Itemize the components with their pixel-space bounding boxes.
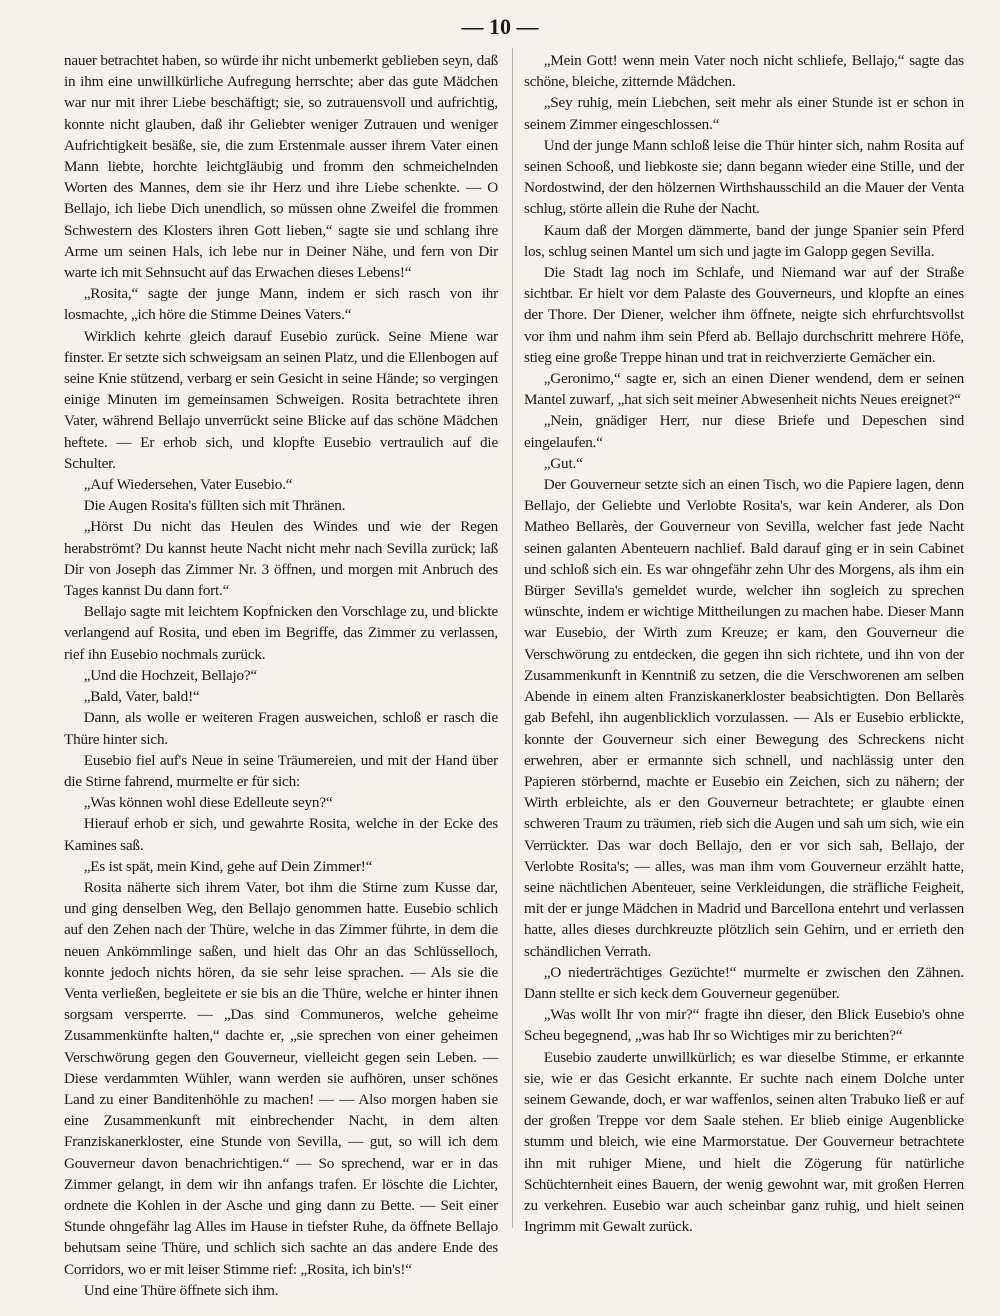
paragraph: Die Augen Rosita's füllten sich mit Thränen.	[83, 497, 346, 515]
left-column	[64, 50, 498, 1301]
paragraph: nauer betrachtet haben, so würde ihr nicht unbemerkt geblieben seyn, daß in ihm eine unwillkürliche Aufregung herrschte; aber das gute Mädchen war nur mit ihrer Liebe beschäftigt; sie, so zutrauensvoll und aufrichtig, konnte nicht glauben, daß ihr Geliebter weniger Zutrauen und weniger Aufrichtigkeit besäße, sie, die zum Erstenmale ausser ihrem Vater einen Mann liebte, horchte leichtgläubig und fromm den schmeichelnden Worten des Mannes, dem sie ihr Herz und ihre Liebe schenkte. — O Bellajo, ich liebe Dich unendlich, so müssen ohne Zweifel die frommen Schwestern des Klosters ihren Gott lieben,“ sagte sie und schlang ihre Arme um seinen Hals, ich lebe nur in Deiner Nähe, und fern von Dir warte ich mit Sehnsucht auf das Erwachen dieses Lebens!“	[64, 52, 498, 282]
paragraph: „Was wollt Ihr von mir?“ fragte ihn dieser, den Blick Eusebio's ohne Scheu begegnend, „was hab Ihr so Wichtiges mir zu berichten?“	[524, 1006, 964, 1045]
paragraph: Der Gouverneur setzte sich an einen Tisch, wo die Papiere lagen, denn Bellajo, der Geliebte und Verlobte Rosita's, war kein Anderer, als Don Matheo Bellarès, der Gouverneur von Sevilla, welcher fast jede Nacht seinen galanten Abenteuern nachlief. Bald darauf ging er in sein Cabinet und schloß sich ein. Es war ohngefähr zehn Uhr des Morgens, als ihm ein Bürger Sevilla's gemeldet wurde, welcher ihn sogleich zu sprechen wünschte, indem er wichtige Mittheilungen zu machen habe. Dieser Mann war Eusebio, der Wirth zum Kreuze; er kam, den Gouverneur die Verschwörung zu entdecken, die gegen ihn sich richtete, und ihn von der Zusammenkunft in Kenntniß zu setzen, die die Verschworenen am selben Abende in einem alten Franziskanerkloster beabsichtigten. Don Bellarès gab Befehl, ihn augenblicklich vorzulassen. — Als er Eusebio erblickte, konnte der Gouverneur sich einer Bewegung des Schreckens nicht erwehren, aber er ermannte sich schnell, und nachlässig unter den Papieren störbernd, machte er Eusebio ein Zeichen, sich zu nähern; der Wirth erbleichte, als er den Gouverneur betrachtete; er glaubte einen schweren Traum zu träumen, rieb sich die Augen und sah um sich, wie ein Verrückter. Das war doch Bellajo, den er vor sich sah, Bellajo, der Verlobte Rosita's; — alles, was man ihm vom Gouverneur erzählt hatte, seine nächtlichen Abenteuer, seine Verkleidungen, die sträfliche Feigheit, mit der er junge Mädchen in Madrid und Barcellona entehrt und verlassen hatte, alles dieses durchkreuzte plötzlich sein Gehirn, und er errieth den schändlichen Verrath.	[524, 476, 964, 960]
paragraph: „Rosita,“ sagte der junge Mann, indem er sich rasch von ihr losmachte, „ich höre die Stimme Deines Vaters.“	[64, 285, 498, 324]
right-column	[524, 50, 964, 1237]
paragraph: Und eine Thüre öffnete sich ihm.	[83, 1281, 279, 1299]
paragraph: Eusebio fiel auf's Neue in seine Träumereien, und mit der Hand über die Stirne fahrend, murmelte er für sich:	[64, 751, 498, 790]
paragraph: „Was können wohl diese Edelleute seyn?“	[83, 794, 333, 812]
paragraph: „Geronimo,“ sagte er, sich an einen Diener wendend, dem er seinen Mantel zuwarf, „hat sich seit meiner Abwesenheit nichts Neues ereignet?“	[524, 370, 964, 409]
paragraph: „Gut.“	[543, 454, 583, 472]
paragraph: Dann, als wolle er weiteren Fragen ausweichen, schloß er rasch die Thüre hinter sich.	[64, 709, 498, 748]
paragraph: Wirklich kehrte gleich darauf Eusebio zurück. Seine Miene war finster. Er setzte sich schweigsam an seinen Platz, und die Ellenbogen auf seine Knie stützend, verbarg er sein Gesicht in seine Hände; so vergingen einige Minuten im gemeinsamen Schweigen. Rosita betrachtete ihren Vater, während Bellajo unverrückt seine Blicke auf das schöne Mädchen heftete. — Er erhob sich, und klopfte Eusebio vertraulich auf die Schulter.	[64, 327, 498, 472]
paragraph: „O niederträchtiges Gezüchte!“ murmelte er zwischen den Zähnen. Dann stellte er sich keck dem Gouverneur gegenüber.	[524, 963, 964, 1002]
paragraph: Die Stadt lag noch im Schlafe, und Niemand war auf der Straße sichtbar. Er hielt vor dem Palaste des Gouverneurs, und klopfte an eines der Thore. Der Diener, welcher ihm öffnete, neigte sich ehrfurchtsvollst vor ihm und nahm ihm sein Pferd ab. Bellajo durchschritt mehrere Höfe, stieg eine große Treppe hinan und trat in reichverzierte Gemächer ein.	[524, 264, 964, 366]
page-number: — 10 —	[461, 14, 539, 39]
paragraph: „Auf Wiedersehen, Vater Eusebio.“	[83, 476, 293, 494]
paragraph: „Und die Hochzeit, Bellajo?“	[83, 666, 257, 684]
paragraph: Kaum daß der Morgen dämmerte, band der junge Spanier sein Pferd los, schlug seinen Mantel um sich und jagte im Galopp gegen Sevilla.	[524, 221, 964, 260]
paragraph: „Mein Gott! wenn mein Vater noch nicht schliefe, Bellajo,“ sagte das schöne, bleiche, zitternde Mädchen.	[524, 52, 964, 91]
paragraph: Und der junge Mann schloß leise die Thür hinter sich, nahm Rosita auf seinen Schooß, und liebkoste sie; dann begann wieder eine Stille, und der Nordostwind, der den hölzernen Wirthshausschild an die Mauer der Venta schlug, störte allein die Ruhe der Nacht.	[524, 136, 964, 218]
paragraph: „Hörst Du nicht das Heulen des Windes und wie der Regen herabströmt? Du kannst heute Nacht nicht mehr nach Sevilla zurück; laß Dir von Joseph das Zimmer Nr. 3 öffnen, und morgen mit Anbruch des Tages kannst Du dann fort.“	[64, 518, 498, 600]
paragraph: Hierauf erhob er sich, und gewahrte Rosita, welche in der Ecke des Kamines saß.	[64, 815, 498, 854]
column-divider	[512, 48, 513, 1228]
paragraph: Rosita näherte sich ihrem Vater, bot ihm die Stirne zum Kusse dar, und ging denselben Weg, den Bellajo genommen hatte. Eusebio schlich auf den Zehen nach der Thüre, welche in das Zimmer führte, in dem die neuen Ankömmlinge saßen, und hielt das Ohr an das Schlüsselloch, konnte jedoch nichts hören, da sie sehr leise sprachen. — Als sie die Venta verließen, begleitete er sie bis an die Thüre, welche er hinter ihnen sorgsam versperrte. — „Das sind Communeros, welche geheime Zusammenkünfte halten,“ dachte er, „sie sprechen von einer geheimen Verschwörung gegen den Gouverneur, vielleicht gegen sein Leben. — Diese verdammten Wühler, wann werden sie aufhören, unser schönes Land zu einer Banditenhöhle zu machen! — — Also morgen haben sie eine Zusammenkunft mit einbrechender Nacht, in dem alten Franziskanerkloster, eine Stunde von Sevilla, — gut, so will ich dem Gouverneur davon benachrichtigen.“ — So sprechend, war er in das Zimmer gelangt, in dem wir ihn anfangs trafen. Er löschte die Lichter, ordnete die Kohlen in der Asche und ging dann zu Bette. — Seit einer Stunde ohngefähr lag Alles im Hause in tiefster Ruhe, da öffnete Bellajo behutsam seine Thüre, und schlich sich sachte an das andere Ende des Corridors, wo er mit leiser Stimme rief: „Rosita, ich bin's!“	[64, 878, 498, 1278]
paragraph: „Es ist spät, mein Kind, gehe auf Dein Zimmer!“	[83, 857, 373, 875]
paragraph: Bellajo sagte mit leichtem Kopfnicken den Vorschlage zu, und blickte verlangend auf Rosita, und eben im Begriffe, das Zimmer zu verlassen, rief ihn Eusebio nochmals zurück.	[64, 603, 498, 663]
paragraph: „Nein, gnädiger Herr, nur diese Briefe und Depeschen sind eingelaufen.“	[524, 412, 964, 451]
paragraph: Eusebio zauderte unwillkürlich; es war dieselbe Stimme, er erkannte sie, wie er das Gesicht erkannte. Er suchte nach einem Dolche unter seinem Gewande, doch, er war waffenlos, seinen alten Trabuko ließ er auf der großen Treppe vor dem Saale stehen. Er blieb einige Augenblicke stumm und bleich, wie eine Marmorstatue. Der Gouverneur betrachtete ihn mit ruhiger Miene, und hielt die Zögerung für natürliche Schüchternheit eines Bauern, der wenig gewohnt war, mit großen Herren zu verkehren. Eusebio war auch scheinbar ganz ruhig, und hielt seinen Ingrimm mit Gewalt zurück.	[524, 1048, 964, 1236]
paragraph: „Sey ruhig, mein Liebchen, seit mehr als einer Stunde ist er schon in seinem Zimmer eingeschlossen.“	[524, 94, 964, 133]
paragraph: „Bald, Vater, bald!“	[83, 688, 200, 706]
